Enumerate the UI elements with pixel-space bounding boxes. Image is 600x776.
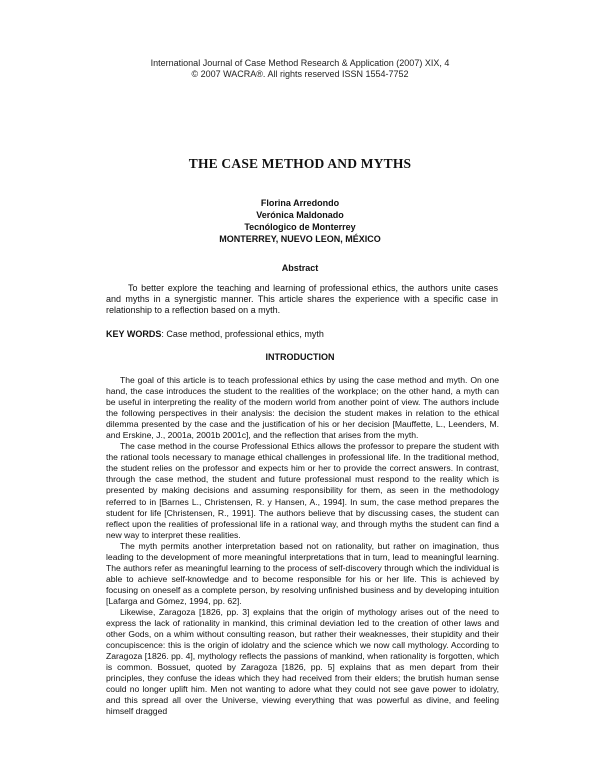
body-paragraph: The case method in the course Professional Ethics allows the professor to prepare the student with the rational tools necessary to manage ethical challenges in professional life. In the traditional method, the student relies on the professor and expects him or her to provide the correct answers. In contrast, through the case method, the student and future professional must respond to the reality which is presented by making decisions and assuming responsibility for them, as seen in the methodology referred to in [Barnes L., Christensen, R. y Hansen, A., 1994]. In sum, the case method prepares the student for life [Christensen, R., 1991]. The authors believe that by discussing cases, the student can reflect upon the realities of professional life in a rational way, and through myths the student can find a new way to interpret these realities. (106, 441, 499, 540)
affiliation: Tecnólogico de Monterrey (244, 222, 356, 232)
location: MONTERREY, NUEVO LEON, MÉXICO (219, 234, 381, 244)
keywords-text: : Case method, professional ethics, myth (161, 329, 324, 339)
body-paragraph: Likewise, Zaragoza [1826, pp. 3] explains that the origin of mythology arises out of the need to express the lack of rationality in mankind, this criminal deviation led to the creation of other laws and other Gods, on a whim without consulting reason, but rather their weaknesses, their stupidity and their concupiscence: this is the origin of idolatry and the science which we now call mythology. According to Zaragoza [1826. pp. 4], mythology reflects the passions of mankind, when rationality is forgotten, which is common. Bossuet, quoted by Zaragoza [1826, pp. 5] explains that as men depart from their principles, they confuse the ideas which they had received from their elders; the brutish human sense could no longer uplift him. Men not wanting to adore what they could not see gave power to idolatry, and this spread all over the Universe, viewing everything that was powerful as divine, and feeling himself dragged (106, 606, 499, 717)
introduction-body (106, 375, 499, 717)
keywords-line (106, 329, 506, 339)
abstract-text: To better explore the teaching and learning of professional ethics, the authors unite cases and myths in a synergistic manner. This article shares the experience with a specific case in relationship to a reflection based on a myth. (106, 283, 498, 316)
author-name: Florina Arredondo (260, 198, 340, 208)
body-paragraph: The myth permits another interpretation based not on rationality, but rather on imagination, thus leading to the development of more meaningful interpretations that in turn, lead to meaningful learning. The authors refer as meaningful learning to the process of self-discovery through which the individual is able to achieve self-knowledge and to become responsible for his or her life. This is achieved by focusing on oneself as a complete person, by resolving unfinished business and by developing intuition [Lafarga and Gómez, 1994, pp. 62]. (106, 540, 499, 606)
author-block (0, 197, 600, 245)
journal-header (0, 58, 600, 80)
section-heading-introduction: INTRODUCTION (265, 352, 335, 362)
keywords-label: KEY WORDS (106, 329, 162, 339)
paper-title: THE CASE METHOD AND MYTHS (188, 156, 412, 171)
abstract-heading: Abstract (281, 263, 319, 273)
journal-citation: International Journal of Case Method Research & Application (2007) XIX, 4 (150, 58, 450, 68)
copyright-line: © 2007 WACRA®. All rights reserved ISSN 1554-7752 (191, 69, 409, 79)
author-name: Verónica Maldonado (256, 210, 344, 220)
body-paragraph: The goal of this article is to teach professional ethics by using the case method and myth. On one hand, the case introduces the student to the realities of the workplace; on the other hand, a myth can be useful in interpreting the reality of the modern world from another point of view. The authors include the following perspectives in their analysis: the decision the student makes in relation to the ethical dilemma presented by the case and the justification of his or her decision [Mauffette, L., Leenders, M. and Erskine, J., 2001a, 2001b 2001c], and the reflection that arises from the myth. (106, 375, 499, 441)
